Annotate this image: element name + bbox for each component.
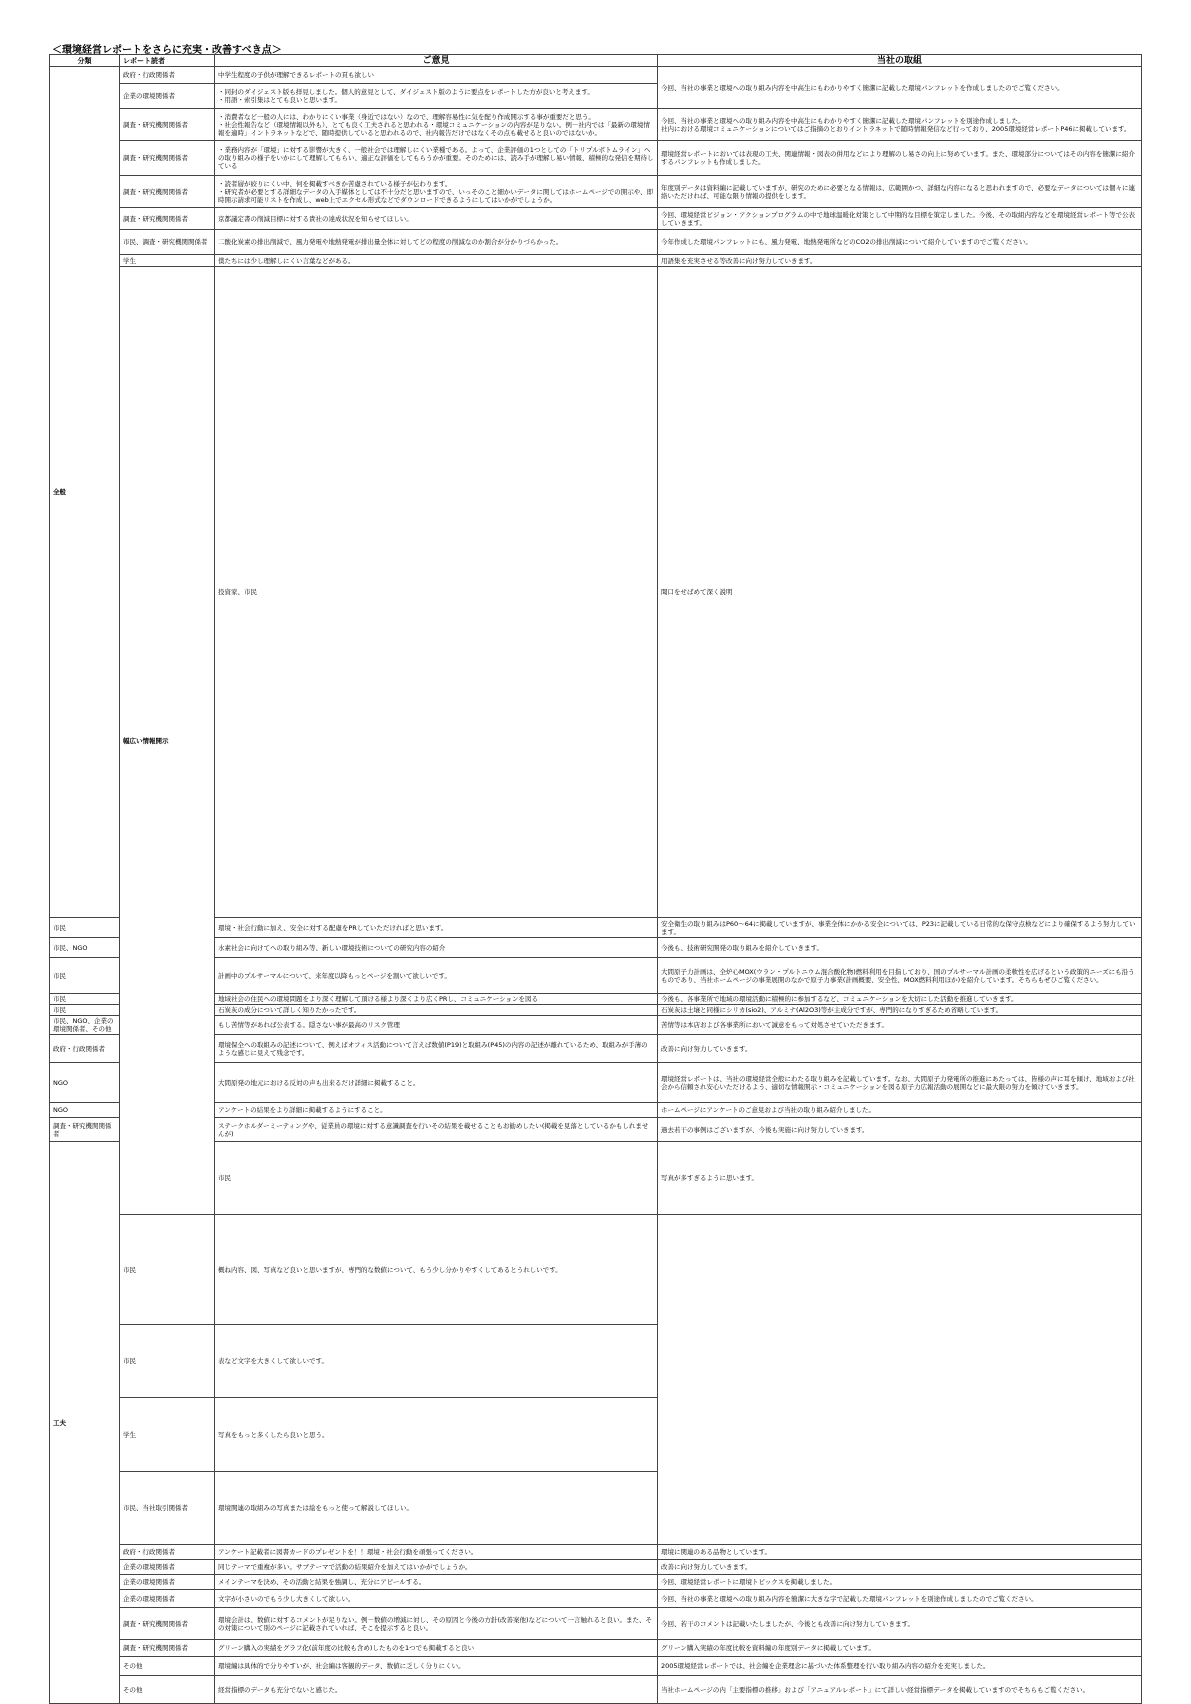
reader-cell: 調査・研究機関関係者 bbox=[120, 1608, 215, 1640]
opinion-cell: 中学生程度の子供が理解できるレポートの頁も欲しい bbox=[215, 67, 658, 84]
response-cell: 改善に向け努力していきます。 bbox=[658, 1560, 1142, 1575]
table-row bbox=[50, 1640, 1142, 1657]
opinion-cell: グリーン購入の実績をグラフ化(前年度の比較も含め)したものを1つでも掲載すると良い bbox=[215, 1640, 658, 1657]
table-row bbox=[50, 1215, 1142, 1325]
reader-cell: 市民 bbox=[50, 918, 120, 938]
response-cell: 石炭灰は土壌と同様にシリカ(sio2)、アルミナ(Al2O3)等が主成分ですが、専門的になりすぎるため省略しています。 bbox=[658, 1005, 1142, 1016]
reader-cell: 企業の環境関係者 bbox=[120, 84, 215, 109]
response-cell: 今後も、技術研究開発の取り組みを紹介していきます。 bbox=[658, 938, 1142, 958]
response-cell: 用語集を充実させる等改善に向け努力していきます。 bbox=[658, 255, 1142, 267]
opinion-cell: 大間原発の地元における反対の声も出来るだけ詳細に掲載すること。 bbox=[215, 1063, 658, 1103]
opinion-cell: 石炭灰の成分について詳しく知りたかったです。 bbox=[215, 1005, 658, 1016]
opinion-cell: 地域社会の住民への環境問題をより深く理解して頂ける様より深くより広くPRし、コミュニケーションを図る bbox=[215, 994, 658, 1005]
response-cell: 大間原子力計画は、全炉心MOX(ウラン・プルトニウム混合酸化物)燃料利用を目指しており、国のプルサーマル計画の柔軟性を広げるという政策的ニーズにも沿うものであり、当社ホームページの事業展開のなかで原子力事業(計画概要、安全性、MOX燃料利用ほか)を紹介しています。そちらもぜひご覧ください。 bbox=[658, 958, 1142, 994]
response-cell: 今後も、各事業所で地域の環境活動に積極的に参加するなど、コミュニケーションを大切にした活動を推進していきます。 bbox=[658, 994, 1142, 1005]
reader-cell: 政府・行政関係者 bbox=[50, 1035, 120, 1063]
table-row bbox=[50, 267, 1142, 918]
table-row bbox=[50, 67, 1142, 84]
table-row bbox=[50, 1575, 1142, 1590]
opinion-cell: もし苦情等があれば公表する。隠さない事が最高のリスク管理 bbox=[215, 1016, 658, 1035]
opinion-cell: 文字が小さいのでもう少し大きくして欲しい。 bbox=[215, 1590, 658, 1608]
header-opinion: ご意見 bbox=[215, 55, 658, 67]
response-cell: グリーン購入実績の年度比較を資料編の年度別データに掲載しています。 bbox=[658, 1640, 1142, 1657]
response-cell: 環境経営レポートは、当社の環境経営全般にわたる取り組みを記載しています。なお、大間原子力発電所の推進にあたっては、皆様の声に耳を傾け、地域および社会から信頼され安心いただけるよう、適切な情報開示・コミュニケーションを図る原子力広報活動の展開などに最大限の努力を傾けていきます。 bbox=[658, 1063, 1142, 1103]
opinion-cell: 写真が多すぎるように思います。 bbox=[658, 1142, 1142, 1215]
response-cell: 当社ホームページの内「主要指標の推移」および「アニュアルレポート」にて詳しい経営指標データを掲載していますのでそちらもご覧ください。 bbox=[658, 1676, 1142, 1704]
reader-cell: 学生 bbox=[120, 1398, 215, 1471]
reader-cell: その他 bbox=[120, 1657, 215, 1676]
opinion-cell: 経営指標のデータも充分でないと感じた。 bbox=[215, 1676, 658, 1704]
opinion-cell: 京都議定書の削減目標に対する貴社の達成状況を知らせてほしい。 bbox=[215, 208, 658, 230]
reader-cell: 調査・研究機関関係者 bbox=[120, 208, 215, 230]
response-cell: 過去若干の事例はございますが、今後も実施に向け努力していきます。 bbox=[658, 1118, 1142, 1142]
opinion-cell: ・読者層が絞りにくい中、何を掲載すべきか苦慮されている様子が伝わります。 ・研究者が必要とする詳細なデータの入手媒体としては不十分だと思いますので、いっそのこと細かいデータに関してはホームページでの開示や、即時開示請求可能リストを作成し、web上でエクセル形式などでダウンロードできるようにしてはいかがでしょうか。 bbox=[215, 176, 658, 208]
opinion-cell: 表など文字を大きくして欲しいです。 bbox=[215, 1325, 658, 1398]
reader-cell: 市民 bbox=[50, 1005, 120, 1016]
table-row bbox=[50, 208, 1142, 230]
reader-cell: 調査・研究機関関係者 bbox=[120, 141, 215, 176]
reader-cell: 市民 bbox=[215, 1142, 658, 1215]
table-row bbox=[50, 255, 1142, 267]
reader-cell: 市民 bbox=[120, 1215, 215, 1325]
table-row bbox=[50, 1545, 1142, 1560]
reader-cell: 投資家、市民 bbox=[215, 267, 658, 918]
opinion-cell: ステークホルダーミーティングや、従業員の環境に対する意識調査を行いその結果を載せることもお勧めしたい(掲載を見落としているかもしれませんが) bbox=[215, 1118, 658, 1142]
response-cell: 環境に関連のある品物としています。 bbox=[658, 1545, 1142, 1560]
response-cell: 今回、当社の事業と環境への取り組み内容を簡潔に大きな字で記載した環境パンフレットを別途作成しましたのでご覧ください。 bbox=[658, 1590, 1142, 1608]
table-row bbox=[50, 1657, 1142, 1676]
reader-cell: 調査・研究機関関係者 bbox=[120, 1640, 215, 1657]
header-category: 分類 bbox=[50, 55, 120, 67]
response-cell: 年度別データは資料編に記載していますが、研究のために必要となる情報は、広範囲かつ、詳細な内容になると思われますので、必要なデータについては個々に連絡いただければ、可能な限り情報の提供をします。 bbox=[658, 176, 1142, 208]
reader-cell: 市民、当社取引関係者 bbox=[120, 1471, 215, 1544]
opinion-cell: 聞口をせばめて深く説明 bbox=[658, 267, 1142, 918]
reader-cell: 政府・行政関係者 bbox=[120, 67, 215, 84]
reader-cell: 調査・研究機関関係者 bbox=[50, 1118, 120, 1142]
category-cell: 幅広い情報開示 bbox=[120, 267, 215, 1215]
response-cell: 苦情等は本店および各事業所において誠意をもって対処させていただきます。 bbox=[658, 1016, 1142, 1035]
opinion-cell: メインテーマを決め、その活動と結果を強調し、充分にアピールする。 bbox=[215, 1575, 658, 1590]
reader-cell: 市民、NGO、企業の環境関係者、その他 bbox=[50, 1016, 120, 1035]
reader-cell: 調査・研究機関関係者 bbox=[120, 109, 215, 141]
opinion-cell: 計画中のプルサーマルについて、来年度以降もっとページを割いて欲しいです。 bbox=[215, 958, 658, 994]
response-cell: 改善に向け努力していきます。 bbox=[658, 1035, 1142, 1063]
table-row bbox=[50, 109, 1142, 141]
reader-cell: 市民 bbox=[50, 994, 120, 1005]
opinion-cell: アンケート記載者に図書カードのプレゼントを！！環境・社会行動を頑張ってください。 bbox=[215, 1545, 658, 1560]
reader-cell: 企業の環境関係者 bbox=[120, 1590, 215, 1608]
reader-cell: 市民、調査・研究機関関係者 bbox=[120, 230, 215, 255]
opinion-cell: 環境関連の取組みの写真または絵をもっと使って解説してほしい。 bbox=[215, 1471, 658, 1544]
response-cell: 今回、当社の事業と環境への取り組み内容を中高生にもわかりやすく簡潔に記載した環境パンフレットを作成しましたのでご覧ください。 bbox=[658, 67, 1142, 109]
opinion-cell: 同じテーマで重複が多い。サブテーマで活動の結果紹介を加えてはいかがでしょうか。 bbox=[215, 1560, 658, 1575]
reader-cell: 学生 bbox=[120, 255, 215, 267]
table-row bbox=[50, 230, 1142, 255]
reader-cell: 企業の環境関係者 bbox=[120, 1560, 215, 1575]
response-cell: 環境経営レポートにおいては表現の工夫、関連情報・図表の併用などにより理解のし易さの向上に努めています。また、環境部分についてはその内容を簡潔に紹介するパンフレットも作成しました。 bbox=[658, 141, 1142, 176]
category-cell: 全般 bbox=[50, 67, 120, 918]
response-cell: 今回、若干のコメントは記載いたしましたが、今後とも改善に向け努力していきます。 bbox=[658, 1608, 1142, 1640]
reader-cell: 政府・行政関係者 bbox=[120, 1545, 215, 1560]
opinion-cell: 環境・社会行動に加え、安全に対する配慮をPRしていただければと思います。 bbox=[215, 918, 658, 938]
table-row bbox=[50, 1398, 1142, 1471]
reader-cell: NGO bbox=[50, 1103, 120, 1118]
category-cell: 工夫 bbox=[50, 1142, 120, 1704]
table-row bbox=[50, 1608, 1142, 1640]
reader-cell: その他 bbox=[120, 1676, 215, 1704]
opinion-cell: 写真をもっと多くしたら良いと思う。 bbox=[215, 1398, 658, 1471]
opinion-cell: 環境保全への取組みの記述について、例えばオフィス活動について言えば数値(P19)と取組み(P45)の内容の記述が離れているため、取組みが手薄のような感じに見えて残念です。 bbox=[215, 1035, 658, 1063]
table-body bbox=[50, 67, 1142, 1704]
header-reader: レポート読者 bbox=[120, 55, 215, 67]
opinion-cell: ・同封のダイジェスト版も拝見しました。個人的意見として、ダイジェスト版のように要点をレポートした方が良いと考えます。 ・用語・索引集はとても良いと思います。 bbox=[215, 84, 658, 109]
opinion-cell: アンケートの結果をより詳細に掲載するようにすること。 bbox=[215, 1103, 658, 1118]
response-cell: 今回、当社の事業と環境への取り組み内容を中高生にもわかりやすく簡潔に記載した環境パンフレットを別途作成しました。 社内における環境コミュニケーションについてはご指摘のとおりイントラネットで随時情報発信など行っており、2005環境経営レポートP46に掲載しています。 bbox=[658, 109, 1142, 141]
reader-cell: 市民、NGO bbox=[50, 938, 120, 958]
opinion-cell: 環境編は具体的で分りやすいが、社会編は客観的データ、数値に乏しく分りにくい。 bbox=[215, 1657, 658, 1676]
opinion-table bbox=[49, 54, 1142, 1704]
opinion-cell: 二酸化炭素の排出削減で、風力発電や地熱発電が排出量全体に対してどの程度の削減なのか割合が分かりづらかった。 bbox=[215, 230, 658, 255]
opinion-cell: 僕たちには少し理解しにくい言葉などがある。 bbox=[215, 255, 658, 267]
header-response: 当社の取組 bbox=[658, 55, 1142, 67]
response-cell: ホームページにアンケートのご意見および当社の取り組み紹介しました。 bbox=[658, 1103, 1142, 1118]
reader-cell: NGO bbox=[50, 1063, 120, 1103]
response-cell: 今回、環境経営レポートに環境トピックスを掲載しました。 bbox=[658, 1575, 1142, 1590]
table-row bbox=[50, 1325, 1142, 1398]
table-row bbox=[50, 1590, 1142, 1608]
response-cell: 2005環境経営レポートでは、社会編を企業理念に基づいた体系整理を行い取り組み内容の紹介を充実しました。 bbox=[658, 1657, 1142, 1676]
page-title: ＜環境経営レポートをさらに充実・改善すべき点＞ bbox=[52, 45, 282, 56]
table-row bbox=[50, 1471, 1142, 1544]
reader-cell: 市民 bbox=[120, 1325, 215, 1398]
response-cell: 今回、環境経営ビジョン・アクションプログラムの中で地球温暖化対策として中期的な目標を策定しました。今後、その取組内容などを環境経営レポート等で公表していきます。 bbox=[658, 208, 1142, 230]
opinion-cell: ・業務内容が「環境」に対する影響が大きく、一般社会では理解しにくい業種である。よって、企業評価の1つとしての「トリプルボトムライン」への取り組みの様子をいかにして理解してもらい、適正な評価をしてもらうかが重要。そのためには、読み手が理解し易い情報、積極的な発信を期待している bbox=[215, 141, 658, 176]
table-row bbox=[50, 1560, 1142, 1575]
response-cell: 安全衛生の取り組みはP60～64に掲載していますが、事業全体にかかる安全については、P23に記載している日常的な保守点検などにより確保するよう努力しています。 bbox=[658, 918, 1142, 938]
opinion-cell: 概ね内容、図、写真など良いと思いますが、専門的な数値について、もう少し分かりやすくしてあるとうれしいです。 bbox=[215, 1215, 658, 1325]
opinion-cell: 環境会計は、数値に対するコメントが足りない。例－数値の増減に対し、その原因と今後の方針(改善案他)などについて一言触れると良い。また、その対策について別のページに記載されていれば、そこを提示すると良い。 bbox=[215, 1608, 658, 1640]
response-cell: 今年作成した環境パンフレットにも、風力発電、地熱発電所などのCO2の排出削減について紹介していますのでご覧ください。 bbox=[658, 230, 1142, 255]
opinion-cell: 水素社会に向けてへの取り組み等、新しい環境技術についての研究内容の紹介 bbox=[215, 938, 658, 958]
reader-cell: 市民 bbox=[50, 958, 120, 994]
table-row bbox=[50, 141, 1142, 176]
reader-cell: 企業の環境関係者 bbox=[120, 1575, 215, 1590]
reader-cell: 調査・研究機関関係者 bbox=[120, 176, 215, 208]
table-row bbox=[50, 1676, 1142, 1704]
table-row bbox=[50, 176, 1142, 208]
opinion-cell: ・消費者など一般の人には、わかりにくい事業（身近ではない）なので、理解容易性に気を配り作成開示する事が重要だと思う。 ・社会性報告など（環境情報以外も）、とても良く工夫されると思われる・環境コミュニケーションの内容が足りない。例－社内では「最新の環境情報を適時」イントラネットなどで、随時提供していると思われるので、社内報告だけではなくその点も載せると良いのではないか。 bbox=[215, 109, 658, 141]
